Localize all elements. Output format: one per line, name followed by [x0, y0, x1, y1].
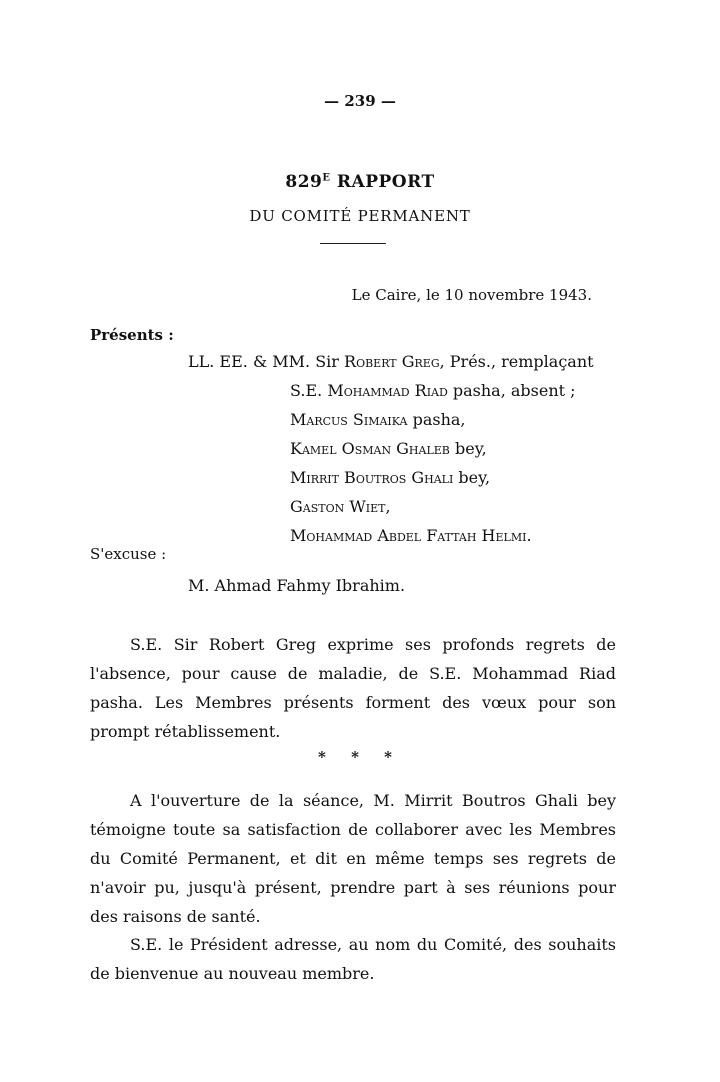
report-number: 829 [285, 172, 323, 192]
attendee-suffix: . [526, 526, 532, 545]
section-separator: * * * [318, 748, 402, 766]
committee-title: DU COMITÉ PERMANENT [249, 207, 471, 225]
attendee-name: Gaston Wiet [290, 497, 386, 516]
attendee-name: Mirrit Boutros Ghali [290, 468, 454, 487]
paragraph-welcome: S.E. le Président adresse, au nom du Comité, des souhaits de bienvenue au nouveau membre. [90, 935, 616, 983]
attendee-suffix: , Prés., remplaçant [439, 352, 594, 371]
page-number: — 239 — [324, 92, 396, 110]
attendee-suffix: bey, [449, 439, 487, 458]
report-word: RAPPORT [336, 172, 435, 192]
attendee-suffix: pasha, absent ; [447, 381, 576, 400]
paragraph-regrets: S.E. Sir Robert Greg exprime ses profonds regrets de l'absence, pour cause de maladie, de S.E. Mohammad Riad pasha. Les Membres présents forment des vœux pour son prompt rétablissement. [90, 635, 616, 741]
excused-member: M. Ahmad Fahmy Ibrahim. [188, 576, 406, 595]
report-number-superscript: E [322, 172, 331, 184]
attendee-prefix: LL. EE. & MM. Sir [188, 352, 345, 371]
paragraph-opening: A l'ouverture de la séance, M. Mirrit Boutros Ghali bey témoigne toute sa satisfaction de collaborer avec les Membres du Comité Permanent, et dit en même temps ses regrets de n'avoir pu, jusqu'à présent, prendre part à ses réunions pour des raisons de santé. [90, 791, 616, 926]
attendee-line [290, 381, 576, 400]
attendee-line [290, 497, 391, 516]
report-title [0, 172, 720, 192]
attendee-line [290, 410, 466, 429]
attendee-name: Kamel Osman Ghaleb [290, 439, 450, 458]
title-rule [320, 243, 386, 244]
excuse-label: S'excuse : [90, 545, 167, 563]
attendee-line [290, 439, 487, 458]
attendee-prefix: S.E. [290, 381, 328, 400]
attendee-line [188, 352, 594, 371]
attendee-suffix: , [385, 497, 391, 516]
attendee-suffix: bey, [453, 468, 491, 487]
attendee-name: Marcus Simaika [290, 410, 408, 429]
dateline: Le Caire, le 10 novembre 1943. [351, 286, 592, 304]
attendee-suffix: pasha, [407, 410, 466, 429]
attendee-name: Robert Greg [344, 352, 440, 371]
attendee-name: Mohammad Abdel Fattah Helmi [290, 526, 527, 545]
attendee-line [290, 526, 532, 545]
attendee-name: Mohammad Riad [327, 381, 448, 400]
attendee-line [290, 468, 490, 487]
presents-label: Présents : [90, 326, 174, 344]
